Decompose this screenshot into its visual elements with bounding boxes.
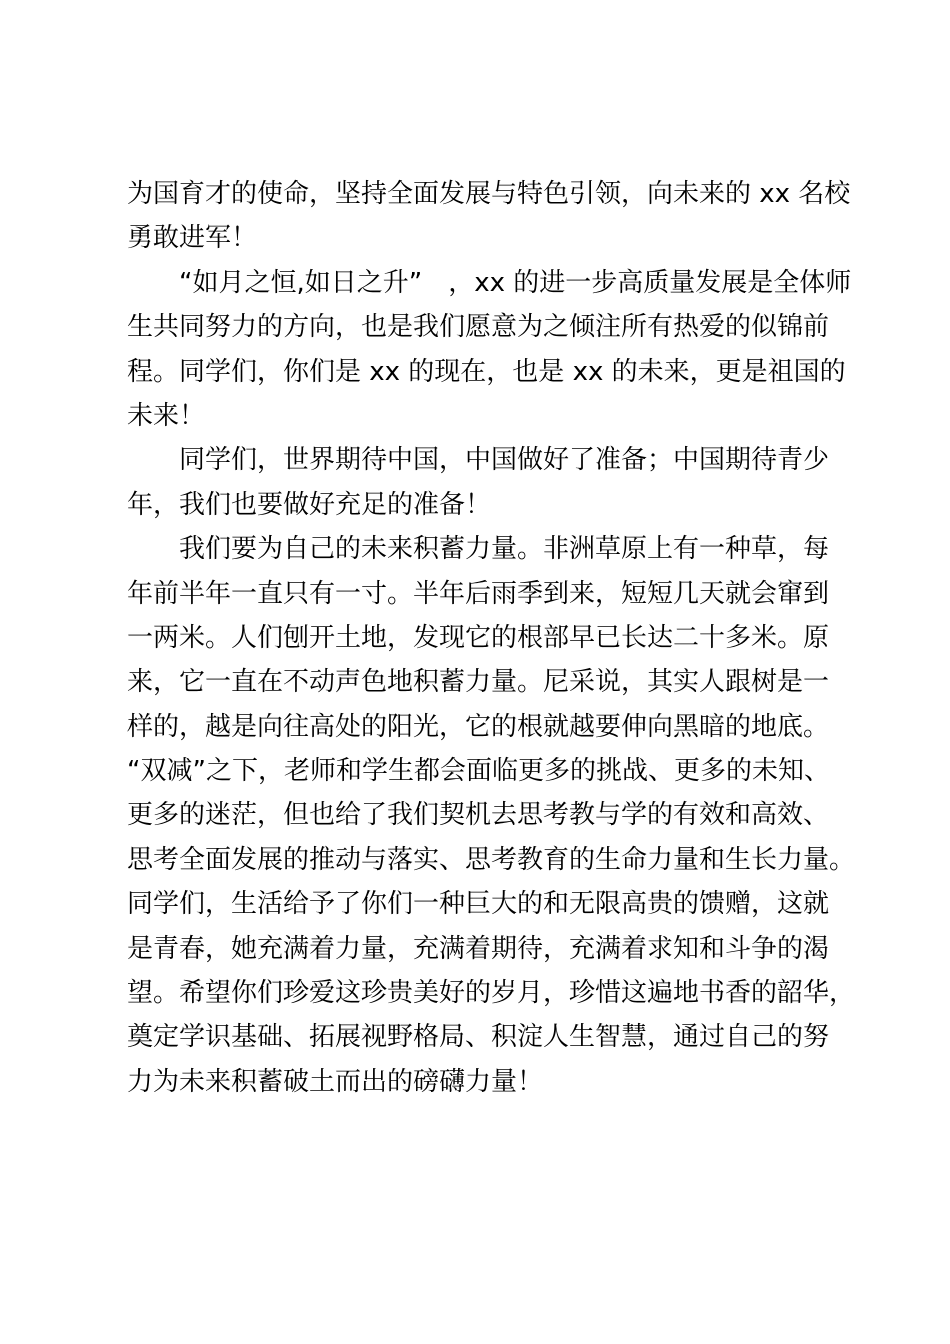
text-line: 奠定学识基础、拓展视野格局、积淀人生智慧，通过自己的努 <box>127 1022 830 1053</box>
text-line: 我们要为自己的未来积蓄力量。非洲草原上有一种草，每 <box>127 534 830 565</box>
text-line: 同学们，世界期待中国，中国做好了准备；中国期待青少 <box>127 445 830 476</box>
text-line: 年，我们也要做好充足的准备！ <box>127 489 492 520</box>
text-line: “如月之恒,如日之升” ，xx 的进一步高质量发展是全体师 <box>127 267 852 298</box>
text-line: 程。同学们，你们是 xx 的现在，也是 xx 的未来，更是祖国的 <box>127 356 846 387</box>
text-line: 勇敢进军！ <box>127 223 258 254</box>
text-line: 一两米。人们刨开土地，发现它的根部早已长达二十多米。原 <box>127 622 830 653</box>
text-line: 力为未来积蓄破土而出的磅礴力量！ <box>127 1066 544 1097</box>
document-body <box>127 172 856 1104</box>
text-line: 为国育才的使命，坚持全面发展与特色引领，向未来的 xx 名校 <box>127 179 851 209</box>
text-line: 思考全面发展的推动与落实、思考教育的生命力量和生长力量。 <box>127 844 856 875</box>
text-line: 年前半年一直只有一寸。半年后雨季到来，短短几天就会窜到 <box>127 578 830 609</box>
text-line: 是青春，她充满着力量，充满着期待，充满着求知和斗争的渴 <box>127 933 830 964</box>
text-line: 生共同努力的方向，也是我们愿意为之倾注所有热爱的似锦前 <box>127 312 830 343</box>
text-line: 更多的迷茫，但也给了我们契机去思考教与学的有效和高效、 <box>127 800 830 831</box>
text-line: 来，它一直在不动声色地积蓄力量。尼采说，其实人跟树是一 <box>127 667 830 698</box>
text-line: 望。希望你们珍爱这珍贵美好的岁月，珍惜这遍地书香的韶华， <box>127 978 856 1009</box>
text-line: 同学们，生活给予了你们一种巨大的和无限高贵的馈赠，这就 <box>127 889 830 920</box>
text-line: 未来！ <box>127 400 206 431</box>
text-line: 样的，越是向往高处的阳光，它的根就越要伸向黑暗的地底。 <box>127 711 830 742</box>
text-line: “双减”之下，老师和学生都会面临更多的挑战、更多的未知、 <box>127 756 830 787</box>
